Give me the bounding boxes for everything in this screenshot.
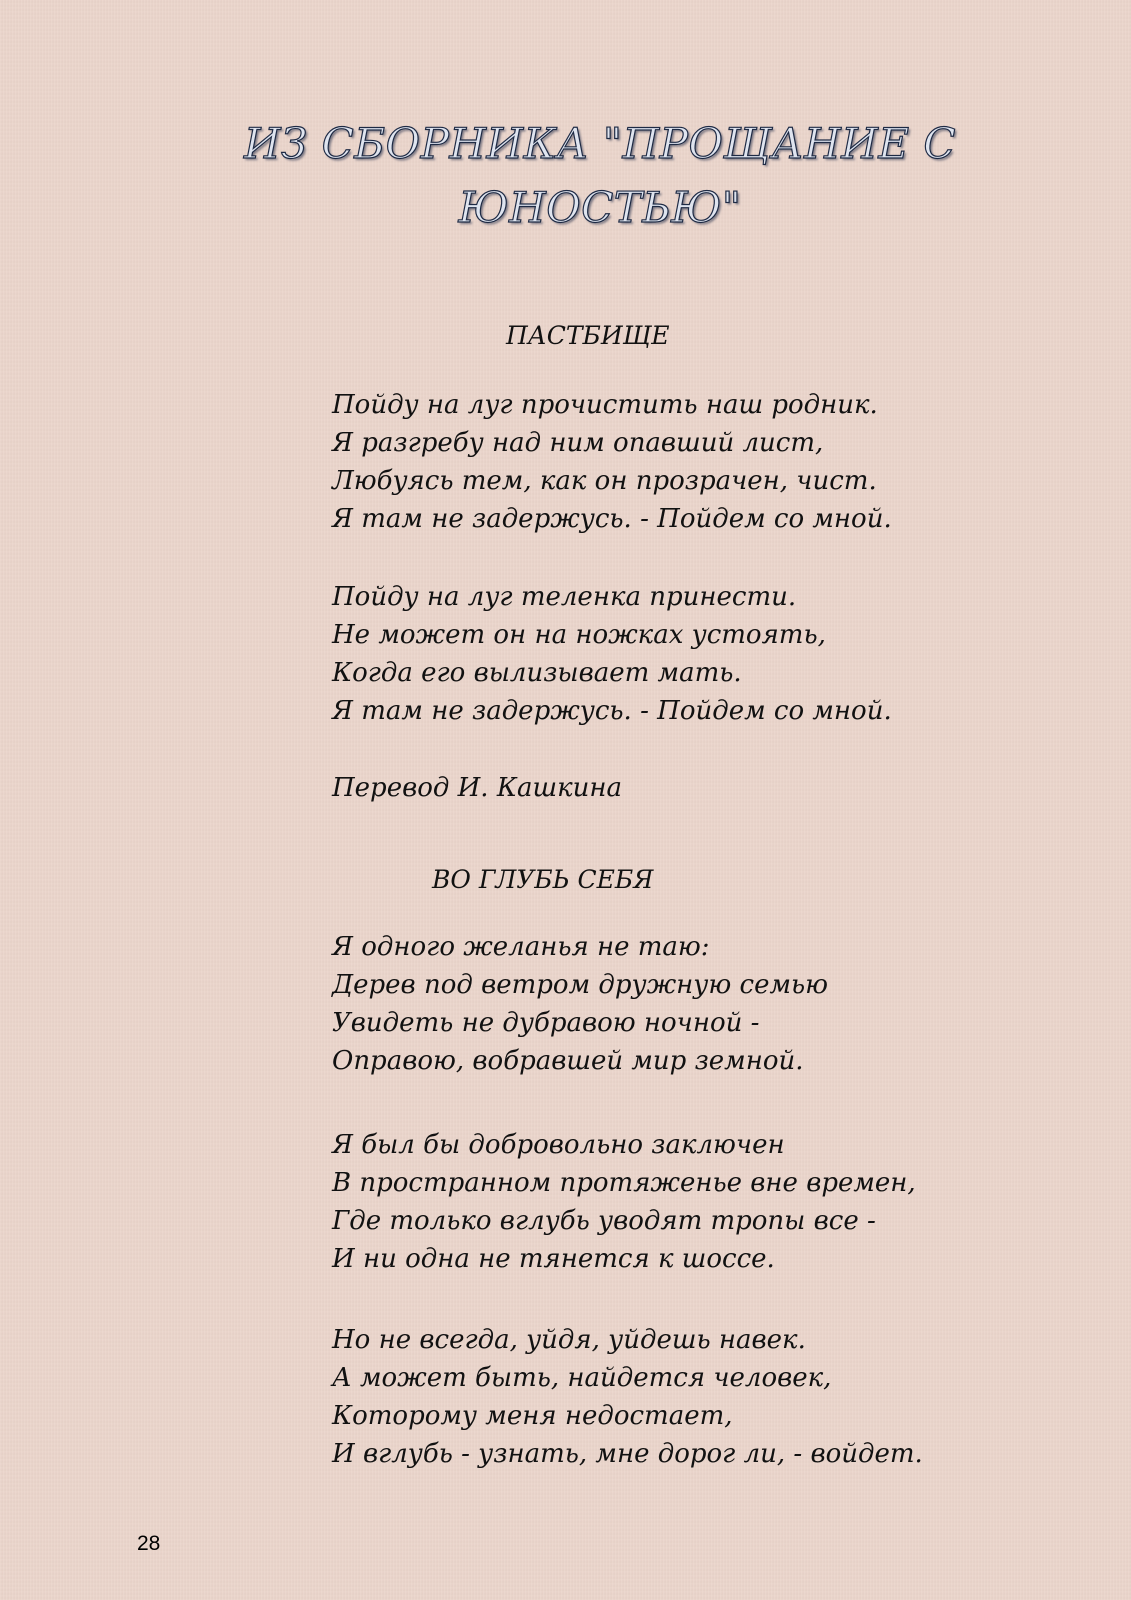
poem-pasture-stanza-1 — [332, 386, 892, 538]
poem-title-into-self: ВО ГЛУБЬ СЕБЯ — [432, 865, 654, 894]
poem-into-self-stanza-2 — [332, 1126, 916, 1278]
collection-title-line-2: ЮНОСТЬЮ" — [458, 183, 742, 232]
poem-line: И ни одна не тянется к шоссе. — [332, 1244, 775, 1274]
poem-line: Я одного желанья не таю: — [332, 932, 710, 962]
translator-credit: Перевод И. Кашкина — [332, 773, 622, 803]
poem-line: Пойду на луг прочистить наш родник. — [332, 390, 878, 420]
poem-line: Я был бы добровольно заключен — [332, 1130, 785, 1160]
collection-title — [240, 112, 960, 240]
poem-line: Увидеть не дубравою ночной - — [332, 1008, 760, 1038]
poem-line: Я разгребу над ним опавший лист, — [332, 428, 824, 458]
poem-line: Оправою, вобравшей мир земной. — [332, 1046, 804, 1076]
collection-title-line-1: ИЗ СБОРНИКА "ПРОЩАНИЕ С — [243, 119, 957, 168]
poem-line: Любуясь тем, как он прозрачен, чист. — [332, 466, 877, 496]
poem-line: Когда его вылизывает мать. — [332, 658, 742, 688]
poem-line: Не может он на ножках устоять, — [332, 620, 826, 650]
poem-into-self-stanza-1 — [332, 928, 828, 1080]
poem-line: А может быть, найдется человек, — [332, 1363, 832, 1393]
page-number: 28 — [137, 1532, 161, 1555]
poem-pasture-stanza-2 — [332, 578, 892, 730]
poem-line: Я там не задержусь. - Пойдем со мной. — [332, 696, 892, 726]
poem-title-pasture: ПАСТБИЩЕ — [506, 321, 670, 350]
poem-into-self-stanza-3 — [332, 1321, 923, 1473]
poem-line: И вглубь - узнать, мне дорог ли, - войдет. — [332, 1439, 923, 1469]
poem-line: В пространном протяженье вне времен, — [332, 1168, 916, 1198]
poem-line: Но не всегда, уйдя, уйдешь навек. — [332, 1325, 806, 1355]
poem-line: Дерев под ветром дружную семью — [332, 970, 829, 1000]
poem-line: Где только вглубь уводят тропы все - — [332, 1206, 876, 1236]
poem-line: Которому меня недостает, — [332, 1401, 733, 1431]
poem-line: Я там не задержусь. - Пойдем со мной. — [332, 504, 892, 534]
poem-line: Пойду на луг теленка принести. — [332, 582, 797, 612]
